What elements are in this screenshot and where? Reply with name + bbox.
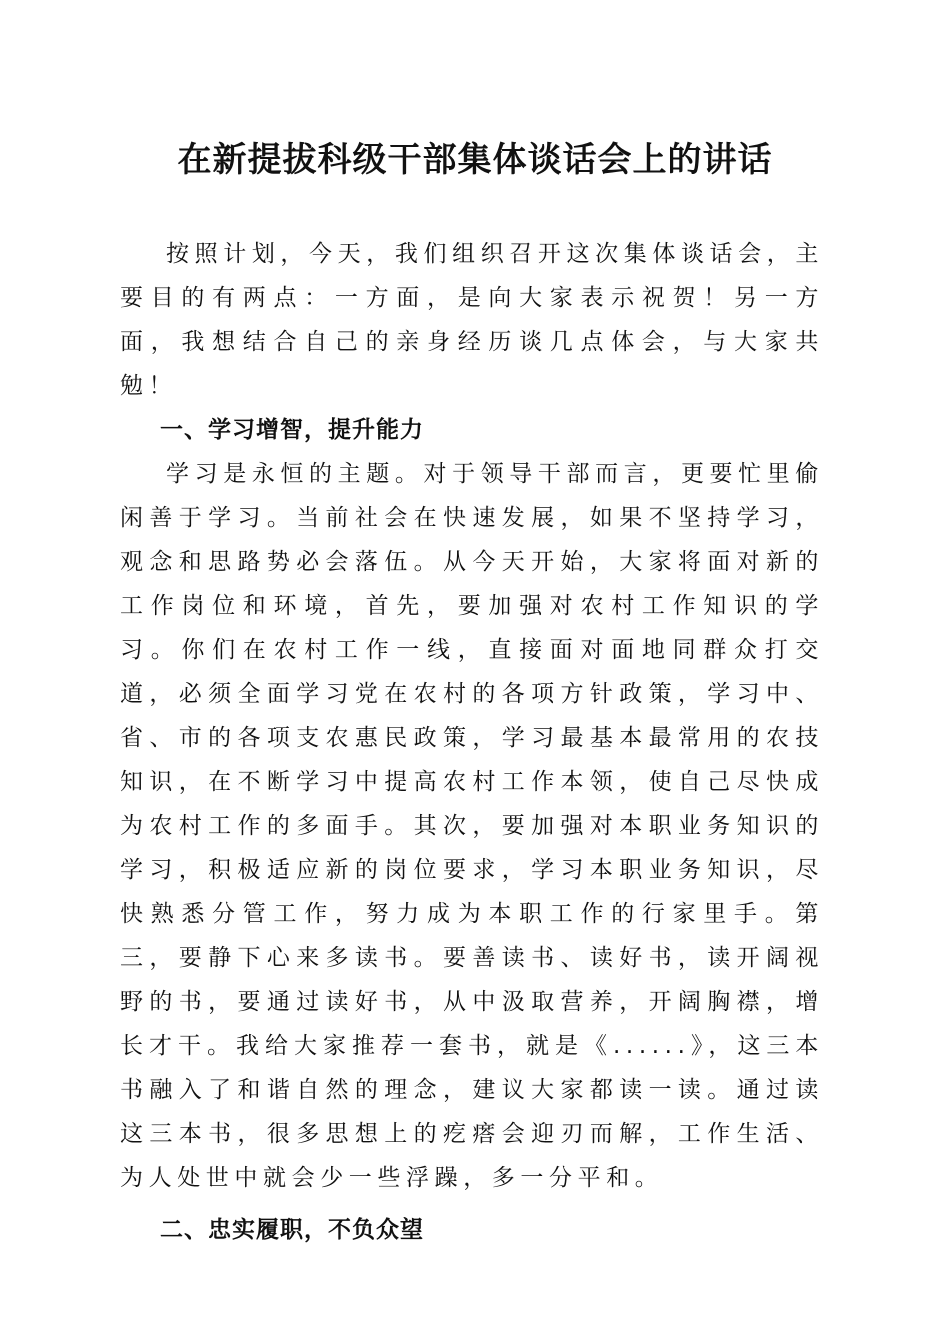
document-body [120, 232, 824, 1252]
intro-paragraph: 按照计划，今天，我们组织召开这次集体谈话会，主要目的有两点：一方面，是向大家表示祝贺！另一方面，我想结合自己的亲身经历谈几点体会，与大家共勉！ [120, 241, 824, 399]
section-2-heading: 二、忠实履职，不负众望 [160, 1217, 424, 1243]
document-title: 在新提拔科级干部集体谈话会上的讲话 [177, 140, 773, 180]
section-1-heading: 一、学习增智，提升能力 [160, 417, 424, 443]
section-1-paragraph: 学习是永恒的主题。对于领导干部而言，更要忙里偷闲善于学习。当前社会在快速发展，如果不坚持学习，观念和思路势必会落伍。从今天开始，大家将面对新的工作岗位和环境，首先，要加强对农村工作知识的学习。你们在农村工作一线，直接面对面地同群众打交道，必须全面学习党在农村的各项方针政策，学习中、省、市的各项支农惠民政策，学习最基本最常用的农技知识，在不断学习中提高农村工作本领，使自己尽快成为农村工作的多面手。其次，要加强对本职业务知识的学习，积极适应新的岗位要求，学习本职业务知识，尽快熟悉分管工作，努力成为本职工作的行家里手。第三，要静下心来多读书。要善读书、读好书，读开阔视野的书，要通过读好书，从中汲取营养，开阔胸襟，增长才干。我给大家推荐一套书，就是《......》，这三本书融入了和谐自然的理念，建议大家都读一读。通过读这三本书，很多思想上的疙瘩会迎刃而解，工作生活、为人处世中就会少一些浮躁，多一分平和。 [120, 461, 824, 1191]
